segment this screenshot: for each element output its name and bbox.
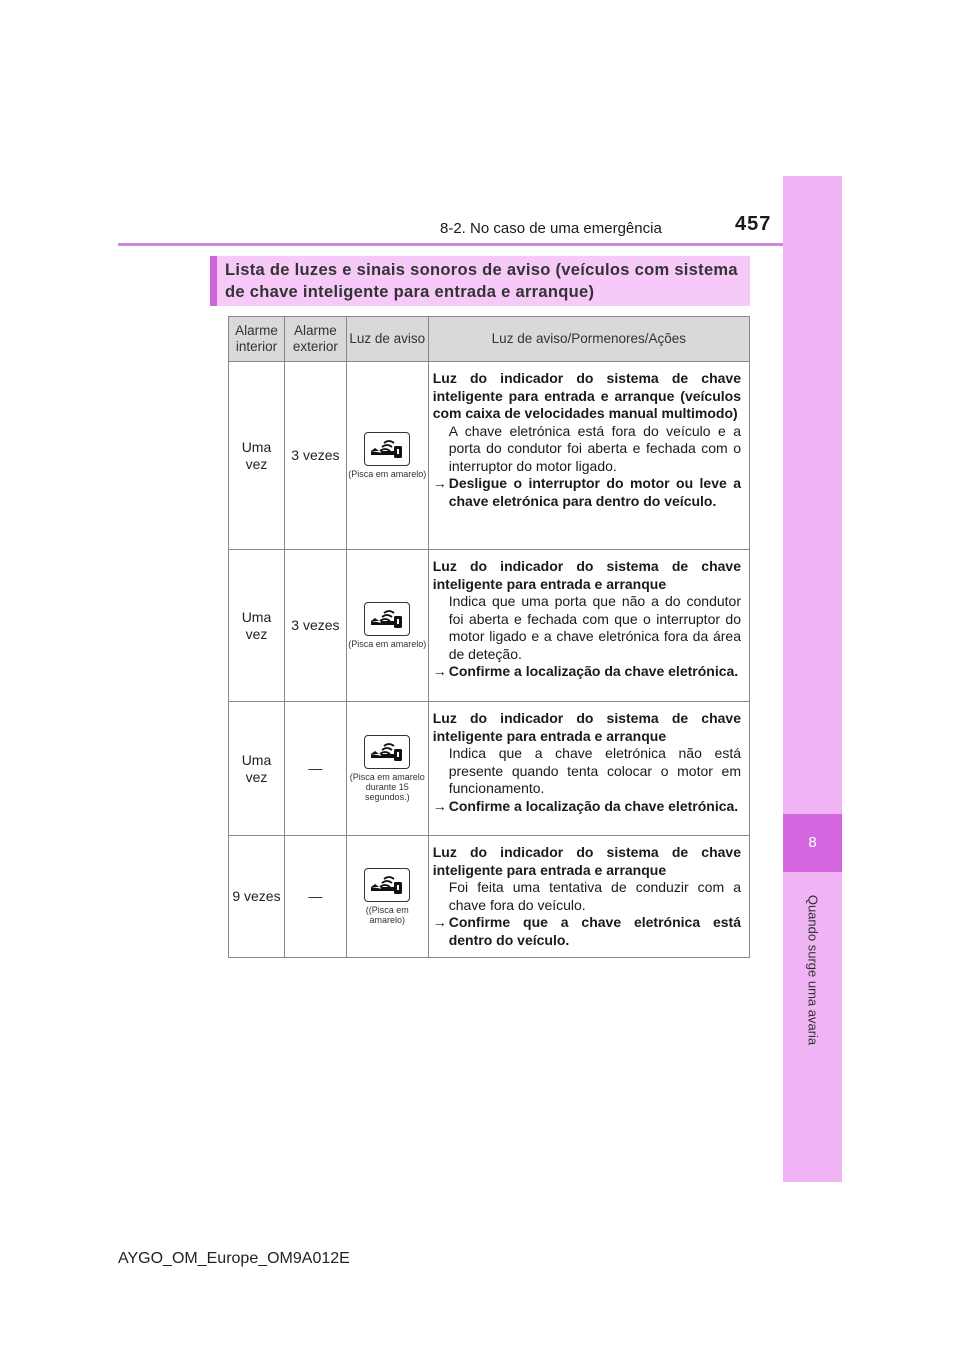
warning-light-cell: [346, 836, 428, 958]
smart-key-indicator-icon: [364, 735, 410, 769]
warning-light-cell: [346, 362, 428, 550]
header-details: Luz de aviso/Pormenores/Ações: [428, 317, 749, 362]
details-cell: [428, 362, 749, 550]
warning-title: Luz do indicador do sistema de chave inteligente para entrada e arranque: [432, 558, 741, 592]
warning-action-text: Confirme a localização da chave eletrónica.: [448, 663, 739, 679]
warning-body: Indica que uma porta que não a do condutor foi aberta e fechada com que o interruptor do motor ligado e a chave eletrónica fora da área de deteção.: [448, 593, 741, 662]
warning-body: Foi feita uma tentativa de conduzir com a chave fora do veículo.: [448, 879, 741, 913]
arrow-icon: →: [432, 797, 447, 814]
icon-note: (Pisca em amarelo): [348, 639, 427, 649]
warning-action: [433, 798, 741, 816]
warning-title: Luz do indicador do sistema de chave inteligente para entrada e arranque: [432, 844, 741, 878]
warning-body: Indica que a chave eletrónica não está presente quando tenta colocar o motor em funcionamento.: [448, 745, 741, 796]
warning-body: A chave eletrónica está fora do veículo e a porta do condutor foi aberta e fechada com o interruptor do motor ligado.: [448, 422, 741, 474]
warning-light-cell: [346, 702, 428, 836]
warning-action-text: Confirme que a chave eletrónica está dentro do veículo.: [448, 914, 741, 948]
warning-action-text: Confirme a localização da chave eletrónica.: [448, 797, 739, 814]
exterior-alarm-cell: —: [284, 702, 346, 836]
page-number: 457: [735, 213, 772, 235]
interior-alarm-cell: Uma vez: [229, 550, 285, 702]
table-header-row: [229, 317, 750, 362]
table-row: [229, 362, 750, 550]
details-cell: [428, 836, 749, 958]
details-cell: [428, 702, 749, 836]
header-rule: [118, 243, 842, 246]
table-row: [229, 702, 750, 836]
arrow-icon: →: [432, 663, 447, 679]
interior-alarm-cell: 9 vezes: [229, 836, 285, 958]
smart-key-indicator-icon: [364, 432, 410, 466]
header-warning-light: Luz de aviso: [346, 317, 428, 362]
header-exterior-alarm: Alarme exterior: [284, 317, 346, 362]
warning-action: [433, 914, 741, 949]
warning-action-text: Desligue o interruptor do motor ou leve a chave eletrónica para dentro do veículo.: [448, 475, 741, 509]
section-title: Lista de luzes e sinais sonoros de aviso (veículos com sistema de chave inteligente para entrada e arranque): [225, 261, 738, 301]
exterior-alarm-cell: 3 vezes: [284, 362, 346, 550]
warning-table: [228, 316, 750, 958]
chapter-label-text: Quando surge uma avaria: [805, 894, 820, 1046]
arrow-icon: →: [432, 914, 447, 930]
warning-action: [433, 663, 741, 681]
chapter-number: 8: [783, 814, 842, 872]
warning-title: Luz do indicador do sistema de chave inteligente para entrada e arranque: [432, 710, 741, 744]
section-heading: [210, 256, 750, 306]
exterior-alarm-cell: —: [284, 836, 346, 958]
icon-note: (Pisca em amarelo durante 15 segundos.): [349, 772, 425, 802]
document-id: AYGO_OM_Europe_OM9A012E: [118, 1250, 350, 1267]
warning-title: Luz do indicador do sistema de chave inteligente para entrada e arranque (veículos com caixa de velocidades manual multimodo): [432, 370, 741, 421]
details-cell: [428, 550, 749, 702]
warning-light-cell: [346, 550, 428, 702]
icon-note: ((Pisca em amarelo): [365, 905, 409, 925]
header-interior-alarm: Alarme interior: [229, 317, 285, 362]
header-title: 8-2. No caso de uma emergência: [440, 220, 662, 237]
table-row: [229, 836, 750, 958]
interior-alarm-cell: Uma vez: [229, 362, 285, 550]
warning-action: [433, 475, 741, 510]
smart-key-indicator-icon: [364, 868, 410, 902]
chapter-label: [783, 880, 842, 1060]
interior-alarm-cell: Uma vez: [229, 702, 285, 836]
icon-note: (Pisca em amarelo): [348, 469, 427, 479]
table-row: [229, 550, 750, 702]
exterior-alarm-cell: 3 vezes: [284, 550, 346, 702]
smart-key-indicator-icon: [364, 602, 410, 636]
arrow-icon: →: [432, 475, 447, 491]
